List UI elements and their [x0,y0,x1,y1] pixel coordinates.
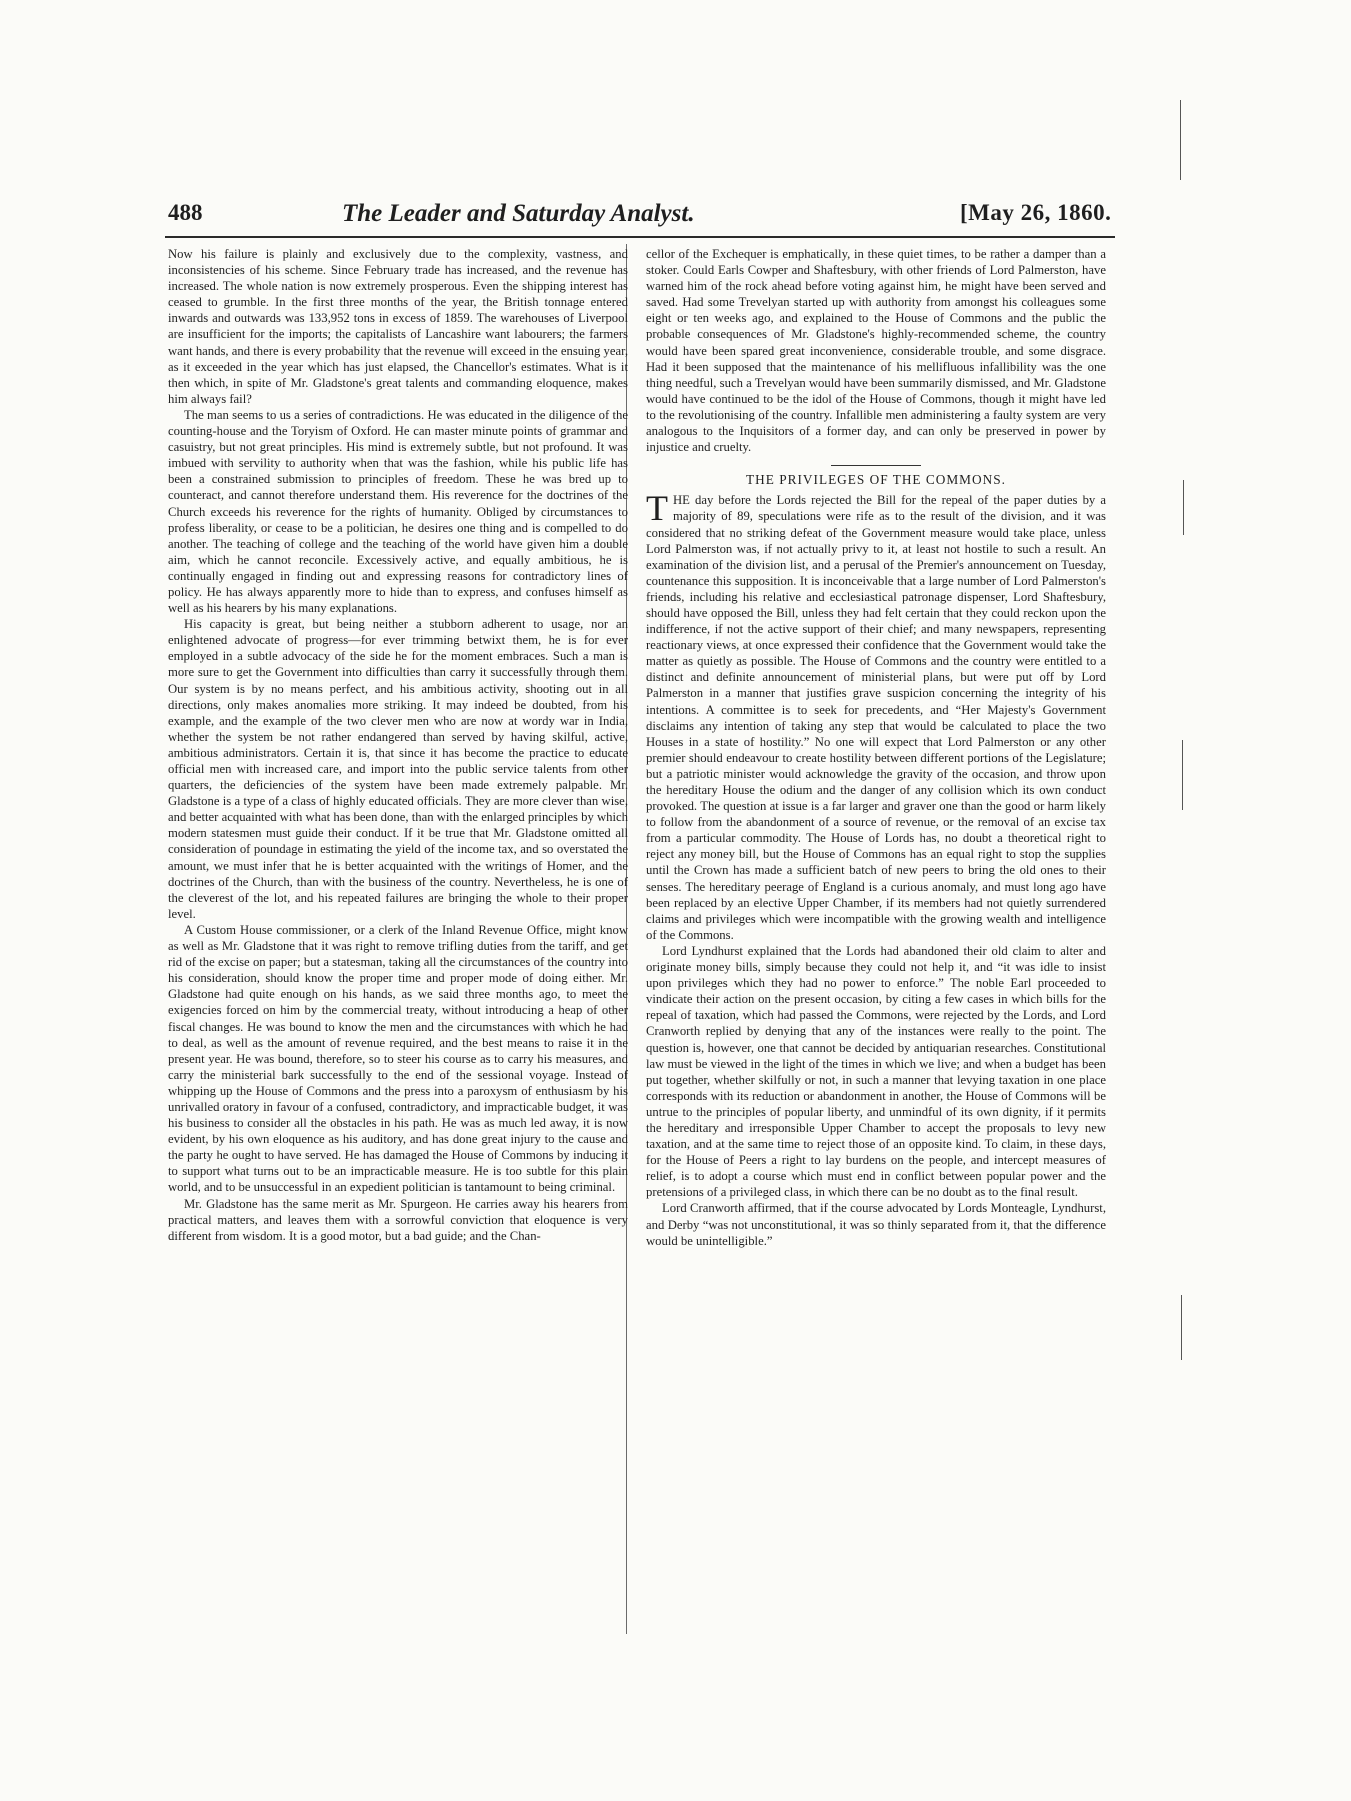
header-rule [165,236,1115,238]
left-paragraph-4: A Custom House commissioner, or a clerk of the Inland Revenue Office, might know as well as Mr. Gladstone that it was right to remove trifling duties from the tariff, and get rid of the excise on paper; but a statesman, taking all the circumstances of the country into his consideration, should know the proper time and proper mode of doing either. Mr. Gladstone had quite enough on his hands, as we said three months ago, to meet the exigencies forced on him by the commercial treaty, without introducing a heap of other fiscal changes. He was bound to know the men and the circumstances with which he had to deal, as well as the amount of revenue required, and the best means to raise it in the present year. He was bound, therefore, so to steer his course as to carry his measures, and carry the ministerial bark successfully to the end of the sessional voyage. Instead of whipping up the House of Commons and the press into a paroxysm of enthusiasm by his unrivalled oratory in favour of a confused, contradictory, and impracticable budget, it was his business to consider all the obstacles in his path. He was as much led away, it is now evident, by his own eloquence as his auditory, and has done great injury to the cause and the party he ought to have served. He has damaged the House of Commons by inducing it to support what turns out to be an impracticable measure. He is too subtle for this plain world, and to be unsuccessful in an expedient politician is tantamount to being criminal. [168,922,628,1195]
right-column [646,246,1106,1249]
margin-mark [1181,1295,1182,1360]
margin-mark [1182,740,1183,810]
margin-mark [1180,100,1181,180]
left-paragraph-2: The man seems to us a series of contradictions. He was educated in the diligence of the counting-house and the Toryism of Oxford. He can master minute points of grammar and casuistry, but not great principles. His mind is extremely subtle, but not profound. It was imbued with servility to authority when that was the fashion, while his public life has been a constrained submission to principles of freedom. These he was bred up to counteract, and cannot therefore understand them. His reverence for the doctrines of the Church exceeds his reverence for the rights of humanity. Obliged by circumstances to profess liberality, or cease to be a politician, he desires one thing and is compelled to do another. The teaching of college and the teaching of the world have given him a double aim, which he cannot reconcile. Excessively active, and equally ambitious, he is continually engaged in finding out and expressing reasons for contradictory lines of policy. He has always apparently more to hide than to express, and confuses himself as well as his hearers by his many explanations. [168,407,628,616]
left-paragraph-5: Mr. Gladstone has the same merit as Mr. Spurgeon. He carries away his hearers from practical matters, and leaves them with a sorrowful conviction that eloquence is very different from wisdom. It is a good motor, but a bad guide; and the Chan- [168,1196,628,1243]
drop-cap: T [646,488,668,529]
right-paragraph-1: cellor of the Exchequer is emphatically, in these quiet times, to be rather a damper than a stoker. Could Earls Cowper and Shaftesbury, with other friends of Lord Palmerston, have warned him of the rock ahead before voting against him, he might have been served and saved. Had some Trevelyan started up with authority from amongst his colleagues some eight or ten weeks ago, and explained to the House of Commons and the public the probable consequences of Mr. Gladstone's highly-recommended scheme, the country would have been spared great inconvenience, considerable trouble, and some disgrace. Had it been supposed that the maintenance of his mellifluous infallibility was the one thing needful, such a Trevelyan would have been summarily dismissed, and Mr. Gladstone would have continued to be the idol of the House of Commons, though it might have led to the revolutionising of the country. Infallible men administering a faulty system are very analogous to the Inquisitors of a former day, and can only be preserved in power by injustice and cruelty. [646,247,1106,455]
left-column [168,246,628,1244]
page-date: [May 26, 1860. [960,200,1112,225]
left-paragraph-3: His capacity is great, but being neither a stubborn adherent to usage, nor an enlightened advocate of progress—for ever trimming betwixt them, he is for ever employed in a subtle advocacy of the side he for the moment embraces. Such a man is more sure to get the Government into difficulties than carry it successfully through them. Our system is by no means perfect, and his ambitious activity, shooting out in all directions, only makes anomalies more striking. It may indeed be doubted, from his example, and the example of the two clever men who are now at wordy war in India, whether the system be not rather endangered than served by having skilful, active, ambitious administrators. Certain it is, that since it has become the practice to educate official men with increased care, and import into the public service talents from other quarters, the deficiencies of the system have been made extremely palpable. Mr. Gladstone is a type of a class of highly educated officials. They are more clever than wise, and better acquainted with what has been done, than with the enlarged principles by which modern statesmen must guide their conduct. If it be true that Mr. Gladstone omitted all consideration of poundage in estimating the yield of the income tax, and so overstated the amount, we must infer that he is better acquainted with the writings of Homer, and the doctrines of the Church, than with the business of the country. Nevertheless, he is one of the cleverest of the lot, and his repeated failures are bringing the whole to their proper level. [168,617,628,921]
right-paragraph-3: Lord Lyndhurst explained that the Lords had abandoned their old claim to alter and originate money bills, simply because they could not help it, and “it was idle to insist upon privileges which they had no power to enforce.” The noble Earl proceeded to vindicate their action on the present occasion, by citing a few cases in which bills for the repeal of taxation, which had passed the Commons, were rejected by the Lords, and Lord Cranworth replied by denying that any of the instances were really to the point. The question is, however, one that cannot be decided by antiquarian researches. Constitutional law must be viewed in the light of the times in which we live; and when a budget has been put together, whether skilfully or not, in such a manner that levying taxation in one place corresponds with its reduction or abandonment in another, the House of Commons will be untrue to the principles of popular liberty, and unmindful of its own dignity, if it permits the hereditary and irresponsible Upper Chamber to accept the proposals to levy new taxation, and at the same time to reject those of an opposite kind. To claim, in these days, for the House of Peers a right to lay burdens on the people, and intercept measures of relief, is to adopt a course which must end in conflict between popular power and the pretensions of a privileged class, in which there can be no doubt as to the final result. [646,943,1106,1200]
running-title: The Leader and Saturday Analyst. [342,200,695,227]
section-title: THE PRIVILEGES OF THE COMMONS. [746,472,1006,488]
left-paragraph-1: Now his failure is plainly and exclusively due to the complexity, vastness, and inconsistencies of his scheme. Since February trade has increased, and the revenue has increased. The whole nation is now extremely prosperous. Even the shipping interest has ceased to grumble. In the first three months of the year, the British tonnage entered inwards and outwards was 133,952 tons in excess of 1859. The warehouses of Liverpool are insufficient for the imports; the capitalists of Lancashire want labourers; the farmers want hands, and there is every probability that the revenue will exceed in the ensuing year, as it exceeded in the year which has just elapsed, the Chancellor's estimates. What is it then which, in spite of Mr. Gladstone's great talents and commanding eloquence, makes him always fail? [168,247,628,406]
section-separator [831,465,921,466]
right-paragraph-4: Lord Cranworth affirmed, that if the course advocated by Lords Monteagle, Lyndhurst, and Derby “was not unconstitutional, it was so thinly separated from it, that the difference would be unintelligible.” [646,1201,1106,1248]
right-paragraph-2: HE day before the Lords rejected the Bill for the repeal of the paper duties by a majority of 89, speculations were rife as to the result of the division, and it was considered that no striking defeat of the Government measure would take place, unless Lord Palmerston was, if not actually privy to it, at least not hostile to such a result. An examination of the division list, and a perusal of the Premier's announcement on Tuesday, countenance this supposition. It is inconceivable that a large number of Lord Palmerston's friends, including his relative and ecclesiastical patronage dispenser, Lord Shaftesbury, should have opposed the Bill, unless they had felt certain that they could reckon upon the indifference, if not the active support of their chief; and many newspapers, representing reactionary views, at once expressed their confidence that the Government would take the matter as quietly as possible. The House of Commons and the country were entitled to a distinct and definite announcement of ministerial plans, but were put off by Lord Palmerston in a manner that justifies grave suspicion concerning the integrity of his intentions. A committee is to seek for precedents, and “Her Majesty's Government disclaims any intention of taking any step that would be calculated to place the two Houses in a state of hostility.” No one will expect that Lord Palmerston or any other premier should endeavour to create hostility between different portions of the Legislature; but a patriotic minister would acknowledge the gravity of the occasion, and throw upon the hereditary House the odium and the danger of any collision which its own conduct provoked. The question at issue is a far larger and graver one than the good or harm likely to follow from the abandonment of a source of revenue, or the removal of an excise tax from a particular commodity. The House of Lords has, no doubt a theoretical right to reject any money bill, but the House of Commons has an equal right to stop the supplies until the Crown has made a sufficient batch of new peers to bring the old ones to their senses. The hereditary peerage of England is a curious anomaly, and must long ago have been replaced by an elective Upper Chamber, if its members had not quietly surrendered claims and privileges which were incompatible with the growing wealth and intelligence of the Commons. [646,493,1106,942]
page-number: 488 [168,200,203,225]
margin-mark [1183,480,1184,535]
